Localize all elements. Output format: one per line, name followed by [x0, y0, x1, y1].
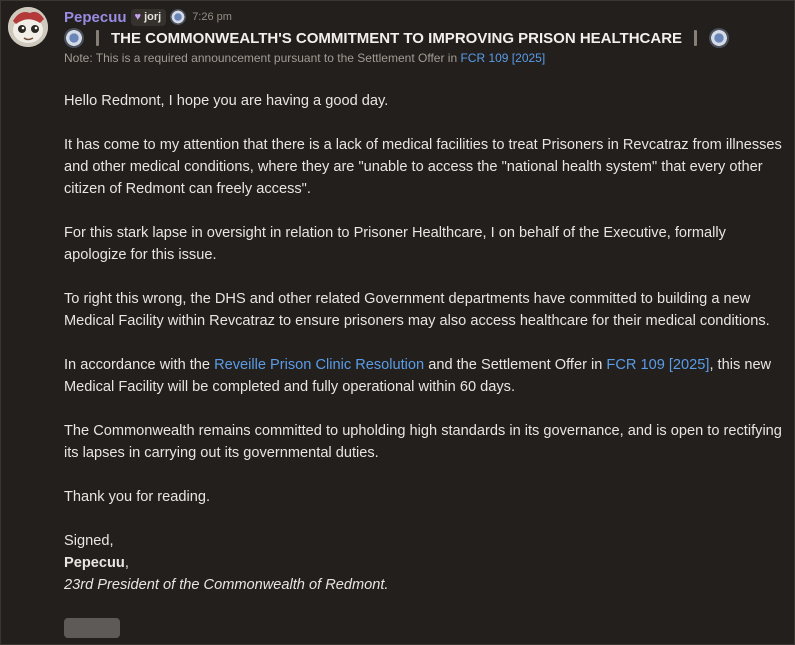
avatar[interactable]: [8, 7, 48, 47]
role-tag[interactable]: [131, 9, 167, 26]
signature-signed: Signed,: [64, 533, 114, 549]
timestamp[interactable]: 7:26 pm: [192, 11, 232, 23]
paragraph-commitment: To right this wrong, the DHS and other related Government departments have committed to building a new Medical Facility within Revcatraz to ensure prisoners may also access healthcare for their medical conditions.: [64, 291, 770, 329]
seal-icon[interactable]: [170, 9, 186, 25]
paragraph-thanks: Thank you for reading.: [64, 489, 211, 505]
timeline-text: In accordance with the: [64, 357, 215, 373]
announcement-title: THE COMMONWEALTH'S COMMITMENT TO IMPROVING PRISON HEALTHCARE: [111, 29, 683, 47]
note-text: Note: This is a required announcement pursuant to the Settlement Offer in: [64, 51, 461, 65]
paragraph-apology: For this stark lapse in oversight in relation to Prisoner Healthcare, I on behalf of the Executive, formally apologize for this issue.: [64, 225, 726, 263]
role-tag-label: jorj: [144, 11, 162, 23]
signature-position: 23rd President of the Commonwealth of Redmont.: [64, 577, 389, 593]
paragraph-issue: It has come to my attention that there is a lack of medical facilities to treat Prisoners in Revcatraz from illnesses and other medical conditions, where they are "unable to access the "national health system" that every other citizen of Redmont can freely access".: [64, 137, 782, 197]
timeline-text: , this new Medical Facility will be completed and fully operational within 60 days.: [64, 357, 772, 395]
fcr-link[interactable]: FCR 109 [2025]: [606, 357, 710, 373]
divider: [694, 30, 697, 46]
seal-icon: [709, 28, 729, 48]
paragraph-greeting: Hello Redmont, I hope you are having a good day.: [64, 93, 389, 109]
heart-icon: ♥: [134, 10, 142, 23]
username[interactable]: Pepecuu: [64, 8, 127, 26]
seal-icon: [64, 28, 84, 48]
divider: [96, 30, 99, 46]
timeline-text: and the Settlement Offer in: [424, 357, 607, 373]
resolution-link[interactable]: Reveille Prison Clinic Resolution: [214, 357, 425, 373]
hidden-spoiler-block[interactable]: [64, 618, 120, 638]
avatar-image: [8, 7, 48, 47]
paragraph-standards: The Commonwealth remains committed to upholding high standards in its governance, and is open to rectifying its lapses in carrying out its governmental duties.: [64, 423, 782, 461]
message-body: [64, 90, 789, 596]
paragraph-timeline: [64, 354, 789, 398]
announcement-note: [64, 51, 545, 65]
message-header: [64, 7, 232, 27]
signature-name-suffix: ,: [124, 555, 129, 571]
fcr-link[interactable]: FCR 109 [2025]: [460, 51, 546, 65]
signature-name-line: [64, 552, 789, 574]
announcement-title-line: [64, 27, 729, 49]
signature-name: Pepecuu: [64, 555, 125, 571]
